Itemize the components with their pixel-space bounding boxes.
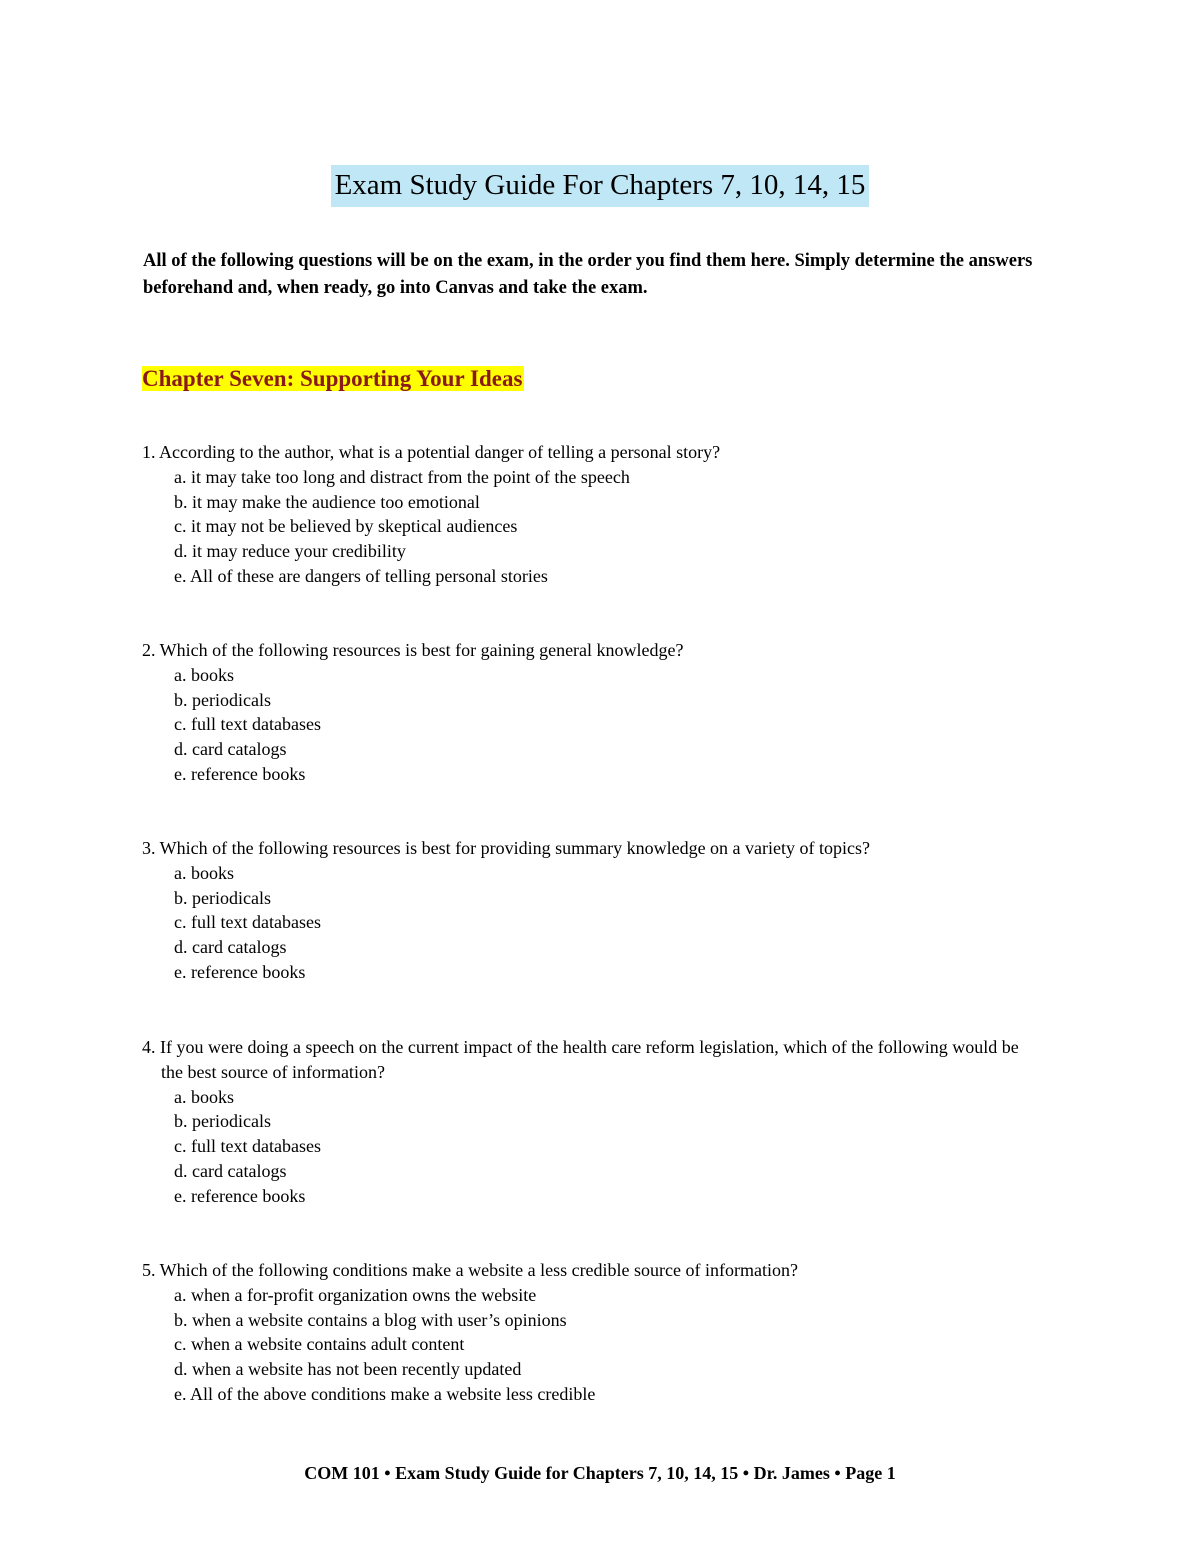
question-text: 1. According to the author, what is a potential danger of telling a personal story? — [142, 442, 721, 462]
option-list — [142, 1085, 1042, 1209]
question-2 — [142, 638, 1042, 787]
option-d: d. when a website has not been recently updated — [174, 1359, 522, 1380]
option-a: a. when a for-profit organization owns the website — [174, 1284, 537, 1305]
option-e: e. All of the above conditions make a website less credible — [174, 1383, 596, 1404]
option-e: e. reference books — [174, 961, 306, 982]
chapter-heading — [142, 362, 524, 396]
intro-paragraph: All of the following questions will be on the exam, in the order you find them here. Simply determine the answers beforehand and, when ready, go into Canvas and take the exam. — [143, 251, 1033, 298]
question-text: 4. If you were doing a speech on the current impact of the health care reform legislation, which of the following would be the best source of information? — [142, 1037, 1019, 1082]
chapter-heading-text: Chapter Seven: Supporting Your Ideas — [142, 366, 523, 391]
question-3 — [142, 836, 1042, 985]
question-1 — [142, 440, 1042, 589]
option-b: b. when a website contains a blog with user’s opinions — [174, 1309, 567, 1330]
question-text: 2. Which of the following resources is best for gaining general knowledge? — [142, 640, 684, 660]
question-4 — [142, 1035, 1042, 1209]
option-b: b. periodicals — [174, 1111, 271, 1132]
question-text: 5. Which of the following conditions make a website a less credible source of information? — [142, 1260, 798, 1280]
option-list — [142, 663, 1042, 787]
option-c: c. it may not be believed by skeptical audiences — [174, 516, 518, 537]
title-container — [0, 165, 1200, 207]
option-b: b. periodicals — [174, 689, 271, 710]
page-title: Exam Study Guide For Chapters 7, 10, 14, 15 — [331, 165, 870, 207]
option-d: d. card catalogs — [174, 1160, 287, 1181]
option-list — [142, 861, 1042, 985]
question-5 — [142, 1258, 1042, 1407]
option-e: e. All of these are dangers of telling personal stories — [174, 565, 548, 586]
option-a: a. books — [174, 862, 234, 883]
option-b: b. it may make the audience too emotional — [174, 491, 480, 512]
option-b: b. periodicals — [174, 887, 271, 908]
option-e: e. reference books — [174, 1185, 306, 1206]
option-d: d. card catalogs — [174, 937, 287, 958]
page-footer: COM 101 • Exam Study Guide for Chapters 7, 10, 14, 15 • Dr. James • Page 1 — [304, 1463, 896, 1483]
option-a: a. it may take too long and distract from the point of the speech — [174, 466, 630, 487]
option-e: e. reference books — [174, 763, 306, 784]
option-c: c. when a website contains adult content — [174, 1334, 465, 1355]
option-d: d. card catalogs — [174, 739, 287, 760]
option-list — [142, 465, 1042, 589]
option-a: a. books — [174, 664, 234, 685]
option-c: c. full text databases — [174, 912, 321, 933]
option-d: d. it may reduce your credibility — [174, 541, 406, 562]
option-a: a. books — [174, 1086, 234, 1107]
option-c: c. full text databases — [174, 1136, 321, 1157]
question-text: 3. Which of the following resources is best for providing summary knowledge on a variety of topics? — [142, 838, 870, 858]
option-c: c. full text databases — [174, 714, 321, 735]
option-list — [142, 1283, 1042, 1407]
